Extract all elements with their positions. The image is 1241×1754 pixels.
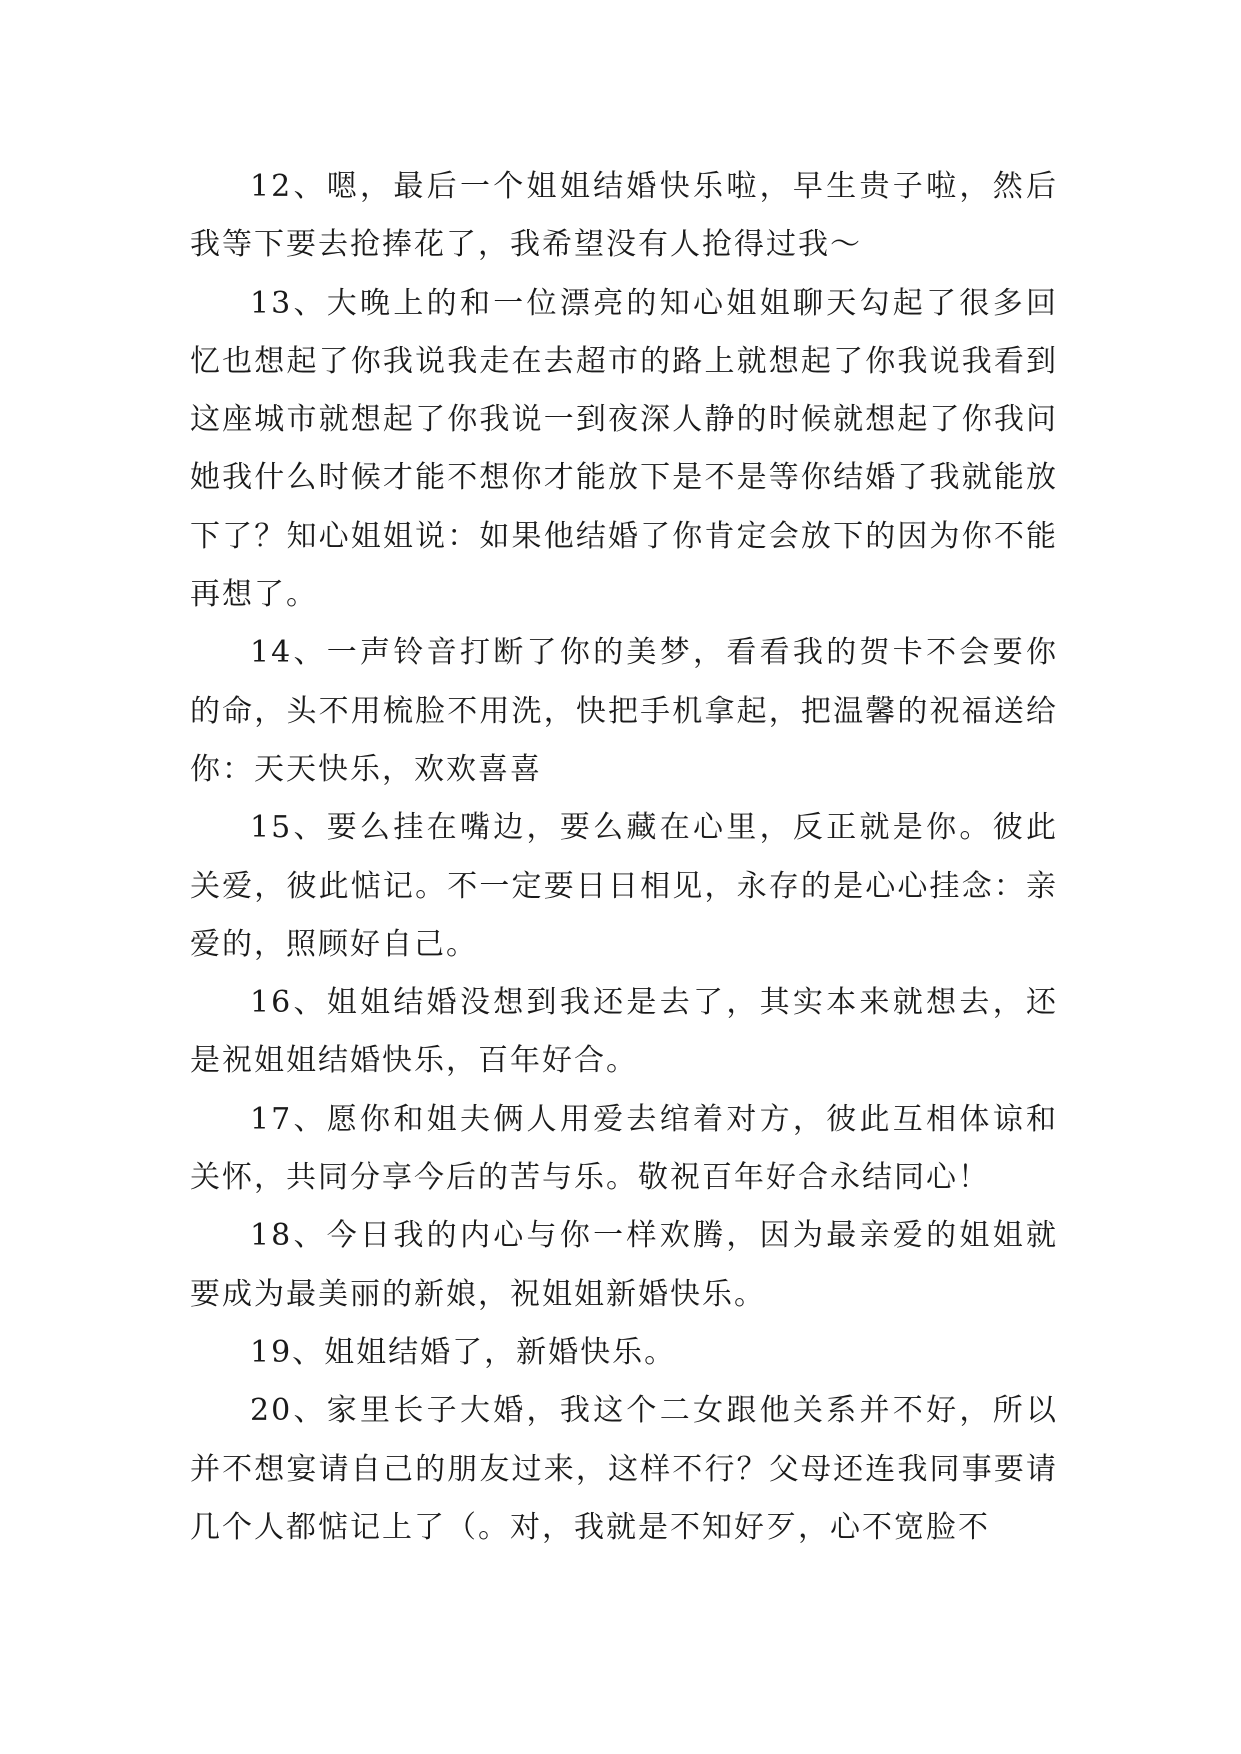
paragraph-19: 19、姐姐结婚了，新婚快乐。	[250, 1334, 677, 1370]
paragraph-12: 12、嗯，最后一个姐姐结婚快乐啦，早生贵子啦，然后我等下要去抢捧花了，我希望没有人抢得过我～	[190, 169, 1058, 263]
paragraph-13: 13、大晚上的和一位漂亮的知心姐姐聊天勾起了很多回忆也想起了你我说我走在去超市的路上就想起了你我说我看到这座城市就想起了你我说一到夜深人静的时候就想起了你我问她我什么时候才能不想你才能放下是不是等你结婚了我就能放下了？知心姐姐说：如果他结婚了你肯定会放下的因为你不能再想了。	[190, 285, 1058, 613]
document-body	[190, 158, 1058, 1557]
paragraph-20: 20、家里长子大婚，我这个二女跟他关系并不好，所以并不想宴请自己的朋友过来，这样不行？父母还连我同事要请几个人都惦记上了（。对，我就是不知好歹，心不宽脸不	[190, 1393, 1058, 1545]
paragraph-17: 17、愿你和姐夫俩人用爱去绾着对方，彼此互相体谅和关怀，共同分享今后的苦与乐。敬祝百年好合永结同心！	[190, 1101, 1058, 1196]
paragraph-14: 14、一声铃音打断了你的美梦，看看我的贺卡不会要你的命，头不用梳脸不用洗，快把手机拿起，把温馨的祝福送给你：天天快乐，欢欢喜喜	[190, 635, 1058, 787]
paragraph-16: 16、姐姐结婚没想到我还是去了，其实本来就想去，还是祝姐姐结婚快乐，百年好合。	[190, 985, 1058, 1079]
paragraph-15: 15、要么挂在嘴边，要么藏在心里，反正就是你。彼此关爱，彼此惦记。不一定要日日相见，永存的是心心挂念：亲爱的，照顾好自己。	[190, 810, 1058, 962]
paragraph-18: 18、今日我的内心与你一样欢腾，因为最亲爱的姐姐就要成为最美丽的新娘，祝姐姐新婚快乐。	[190, 1218, 1058, 1312]
